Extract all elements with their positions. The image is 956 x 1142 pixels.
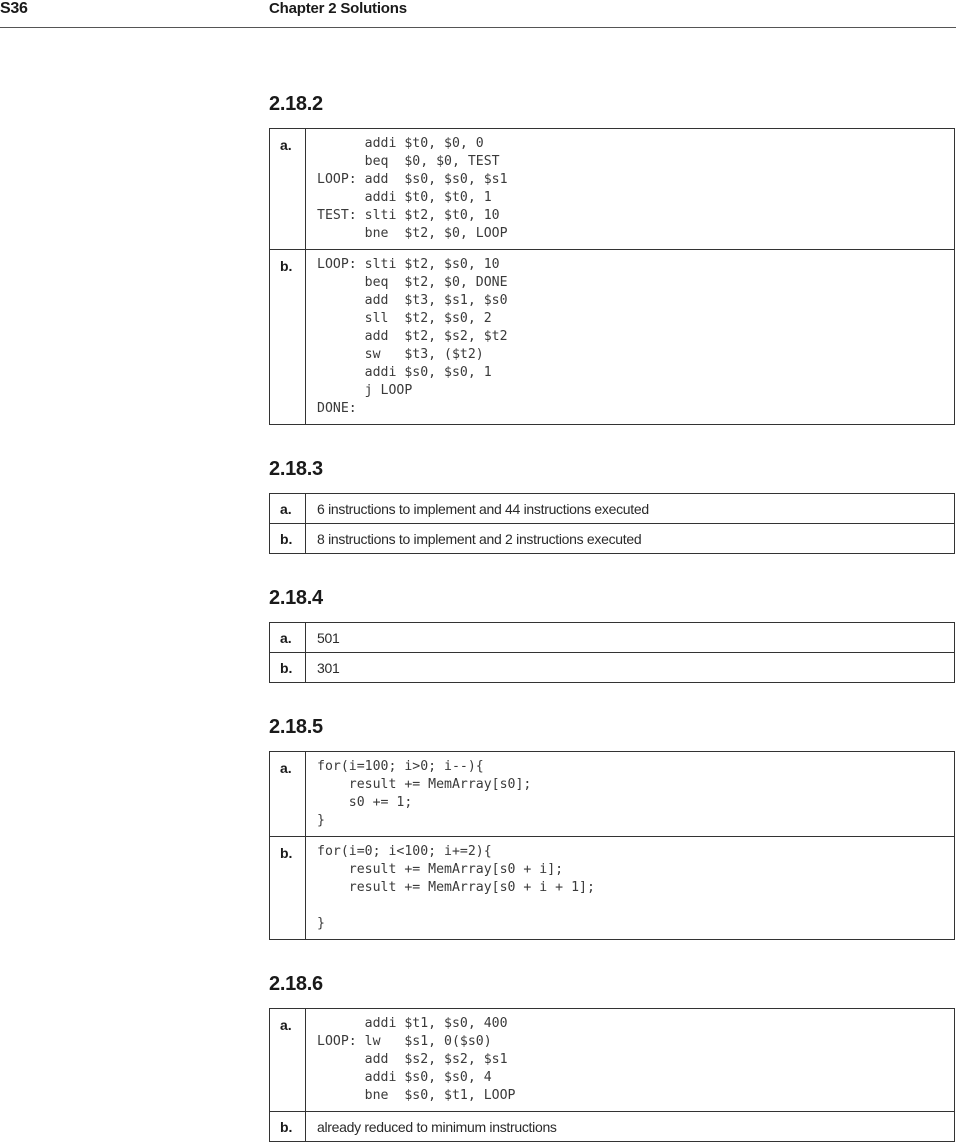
code-block: for(i=0; i<100; i+=2){ result += MemArray[s0 + i]; result += MemArray[s0 + i + 1]; } <box>317 844 595 931</box>
chapter-title: Chapter 2 Solutions <box>269 0 407 17</box>
row-label: a. <box>270 129 306 249</box>
answer-text: 6 instructions to implement and 44 instructions executed <box>317 500 649 517</box>
code-block: LOOP: slti $t2, $s0, 10 beq $t2, $0, DONE add $t3, $s1, $s0 sll $t2, $s0, 2 add $t2, $s2, $t2 sw $t3, ($t2) addi $s0, $s0, 1 j LOOP DONE: <box>317 257 508 416</box>
section-2-18-4 <box>269 588 956 683</box>
answer-row-a <box>270 129 954 249</box>
row-label: b. <box>270 653 306 682</box>
row-label: b. <box>270 837 306 939</box>
answer-text: already reduced to minimum instructions <box>317 1118 557 1135</box>
row-label: b. <box>270 524 306 553</box>
code-block: addi $t1, $s0, 400 LOOP: lw $s1, 0($s0) add $s2, $s2, $s1 addi $s0, $s0, 4 bne $s0, $t1, LOOP <box>317 1016 516 1103</box>
answer-row-b <box>270 249 954 424</box>
answer-text: 501 <box>317 629 340 646</box>
code-block: addi $t0, $0, 0 beq $0, $0, TEST LOOP: add $s0, $s0, $s1 addi $t0, $t0, 1 TEST: slti $t2, $t0, 10 bne $t2, $0, LOOP <box>317 136 508 241</box>
answer-row-a <box>270 494 954 523</box>
answer-table <box>269 751 955 940</box>
answer-row-b <box>270 523 954 553</box>
section-2-18-6 <box>269 974 956 1142</box>
section-title: 2.18.2 <box>269 93 323 115</box>
row-label: a. <box>270 494 306 523</box>
answer-row-b <box>270 652 954 682</box>
answer-row-a <box>270 752 954 836</box>
section-title: 2.18.3 <box>269 458 323 480</box>
section-2-18-5 <box>269 717 956 940</box>
section-2-18-2 <box>269 94 956 425</box>
code-block: for(i=100; i>0; i--){ result += MemArray[s0]; s0 += 1; } <box>317 759 532 828</box>
answer-table <box>269 1008 955 1142</box>
answer-text: 8 instructions to implement and 2 instructions executed <box>317 530 642 547</box>
section-title: 2.18.6 <box>269 973 323 995</box>
row-label: b. <box>270 1112 306 1141</box>
answer-row-a <box>270 1009 954 1111</box>
row-label: a. <box>270 623 306 652</box>
section-2-18-3 <box>269 459 956 554</box>
answer-text: 301 <box>317 659 340 676</box>
answer-table <box>269 128 955 425</box>
row-label: a. <box>270 1009 306 1111</box>
answer-table <box>269 493 955 554</box>
row-label: b. <box>270 250 306 424</box>
answer-row-a <box>270 623 954 652</box>
section-title: 2.18.5 <box>269 716 323 738</box>
answer-table <box>269 622 955 683</box>
row-label: a. <box>270 752 306 836</box>
page-number: S36 <box>0 0 28 17</box>
section-title: 2.18.4 <box>269 587 323 609</box>
header-divider <box>0 27 956 28</box>
answer-row-b <box>270 836 954 939</box>
